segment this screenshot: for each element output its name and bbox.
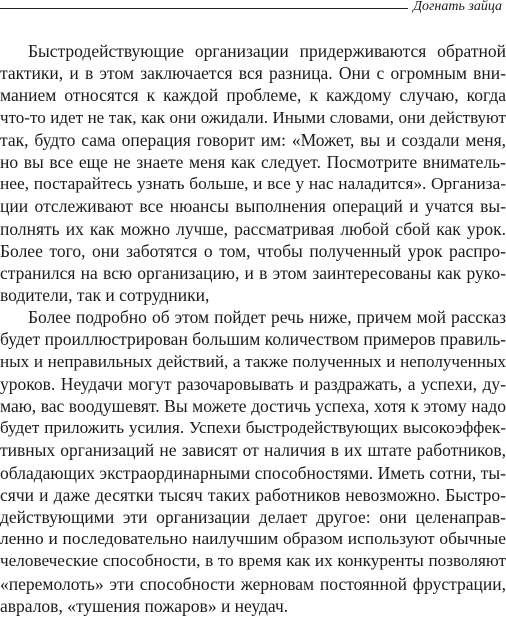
text-line: странился на всю организацию, и в этом заинтересованы как руко- (0, 262, 506, 283)
text-line: нее, постарайтесь узнать больше, и все у нас наладится». Организа- (0, 174, 506, 194)
text-line: ных и неправильных действий, а также полученных и неполученных (0, 351, 506, 371)
text-line: Более подробно об этом пойдет речь ниже, причем мой рассказ (28, 307, 506, 328)
text-line: ции отслеживают все нюансы выполнения операций и учатся вы- (0, 196, 506, 217)
text-line: «перемолоть» эти способности жерновам постоянной фрустрации, (0, 573, 506, 594)
text-line: действующими эти организации делает другое: они целенаправ- (0, 506, 506, 527)
text-line: тактики, и в этом заключается вся разница. Они с огромным вни- (0, 63, 506, 84)
text-line: полнять их как можно лучше, рассматривая любой сбой как урок. (0, 218, 506, 239)
text-line: манием относятся к каждой проблеме, к каждому случаю, когда (0, 85, 506, 106)
text-line: тивных организаций не зависят от наличия в их штате работников, (0, 440, 506, 461)
text-line: маю, вас воодушевят. Вы можете достичь успеха, хотя к этому надо (0, 396, 506, 416)
text-line: ленно и последовательно наилучшим образом используют обычные (0, 529, 506, 549)
running-title: Догнать зайца (413, 0, 502, 14)
text-line: Быстродействующие организации придерживаются обратной (28, 41, 506, 61)
text-line: человеческие способности, в то время как их конкуренты позволяют (0, 551, 506, 571)
text-line: сячи и даже десятки тысяч таких работников невозможно. Быстро- (0, 484, 506, 505)
text-line: что-то идет не так, как они ожидали. Иными словами, они действуют (0, 107, 506, 127)
text-line: но вы все еще не знаете меня как следует. Посмотрите вниматель- (0, 151, 506, 172)
text-line: обладающих экстраординарными способностями. Иметь сотни, ты- (0, 462, 506, 483)
text-line: Более того, они заботятся о том, чтобы полученный урок распро- (0, 240, 506, 261)
text-line: водители, так и сотрудники, (0, 285, 210, 306)
header-rule (0, 8, 408, 9)
text-line: так, будто сама операция говорит им: «Может, вы и создали меня, (0, 129, 506, 150)
page-header (0, 0, 506, 16)
page-body (0, 40, 506, 617)
text-line: уроков. Неудачи могут разочаровывать и раздражать, а успехи, ду- (0, 373, 506, 394)
text-line: будет проиллюстрирован большим количеством примеров правиль- (0, 329, 506, 350)
text-line: авралов, «тушения пожаров» и неудач. (0, 595, 289, 616)
text-line: будет приложить усилия. Успехи быстродействующих высокоэффек- (0, 418, 506, 438)
